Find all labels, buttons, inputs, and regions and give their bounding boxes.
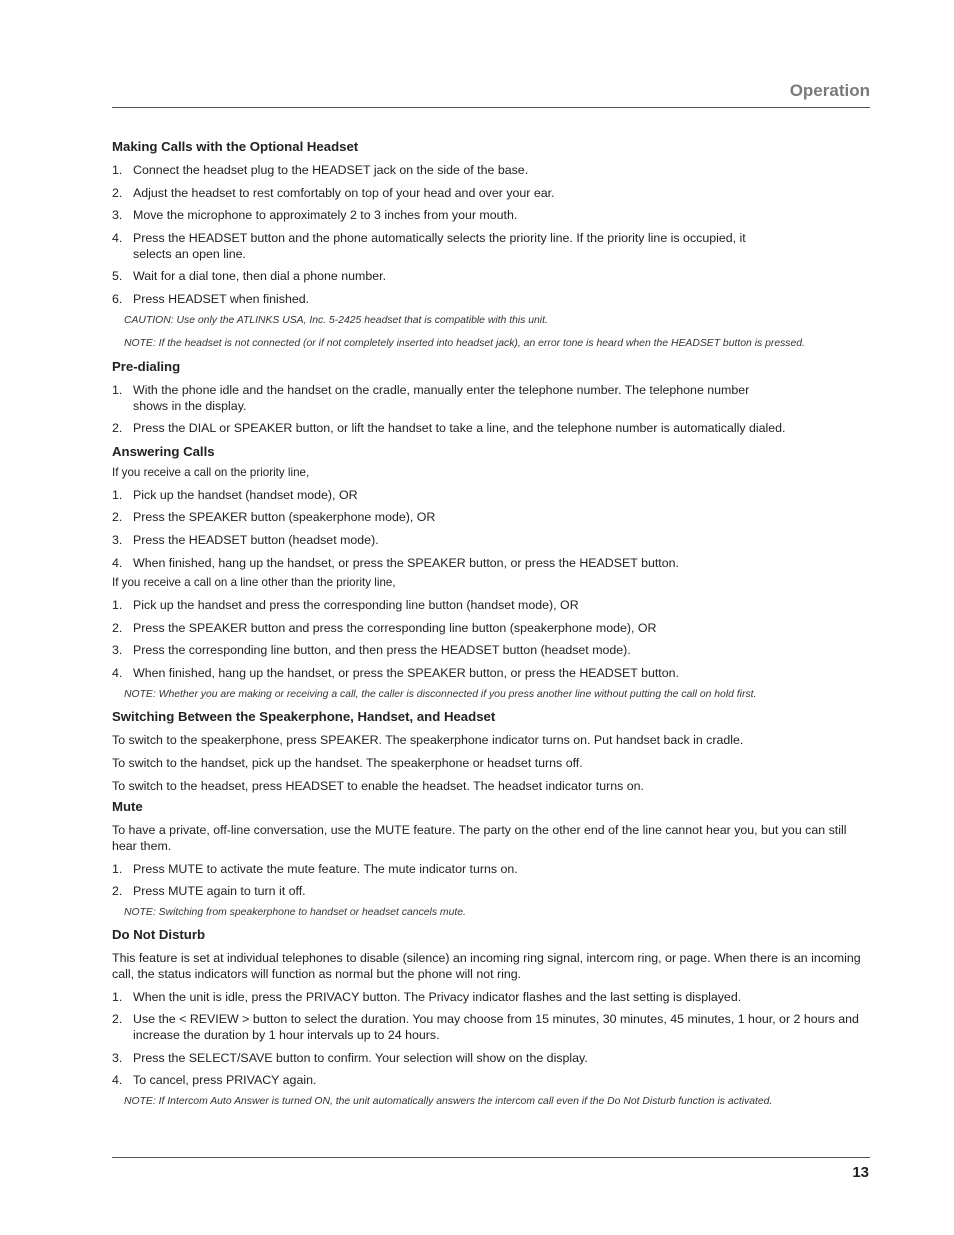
list-item xyxy=(112,291,870,307)
step-text: Use the < REVIEW > button to select the duration. You may choose from 15 minutes, 30 minutes, 45 minutes, 1 hour, or 2 hours and increase the duration by 1 hour intervals up to 24 hours. xyxy=(133,1012,859,1043)
paragraph: To switch to the handset, pick up the handset. The speakerphone or headset turns off. xyxy=(112,755,583,770)
note-text: NOTE: If the headset is not connected (or if not completely inserted into headset jack), an error tone is heard when the HEADSET button is pressed. xyxy=(124,337,805,349)
step-text: When finished, hang up the handset, or press the SPEAKER button, or press the HEADSET button. xyxy=(133,665,679,680)
caution-text: CAUTION: Use only the ATLINKS USA, Inc. 5-2425 headset that is compatible with this unit. xyxy=(124,314,548,326)
paragraph: To have a private, off-line conversation, use the MUTE feature. The party on the other end of the line cannot hear you, but you can still hear them. xyxy=(112,822,847,853)
step-text: Adjust the headset to rest comfortably on top of your head and over your ear. xyxy=(133,185,555,200)
intro-other-line: If you receive a call on a line other than the priority line, xyxy=(112,576,396,590)
steps-list-headset xyxy=(112,162,870,307)
step-number: 1. xyxy=(112,989,123,1004)
step-number: 4. xyxy=(112,1073,123,1088)
list-item xyxy=(112,642,870,658)
step-text: When finished, hang up the handset, or press the SPEAKER button, or press the HEADSET button. xyxy=(133,555,679,570)
step-number: 2. xyxy=(112,1012,123,1027)
step-number: 1. xyxy=(112,382,123,397)
step-text: Connect the headset plug to the HEADSET jack on the side of the base. xyxy=(133,163,529,177)
list-item xyxy=(112,861,870,877)
step-text: Move the microphone to approximately 2 to 3 inches from your mouth. xyxy=(133,208,518,223)
list-item xyxy=(112,487,870,503)
step-number: 4. xyxy=(112,555,123,570)
step-number: 1. xyxy=(112,861,123,876)
section-heading-predialing: Pre-dialing xyxy=(112,358,181,374)
list-item xyxy=(112,382,870,414)
step-number: 6. xyxy=(112,291,123,306)
step-number: 3. xyxy=(112,532,123,547)
list-item xyxy=(112,420,870,436)
list-item xyxy=(112,1072,870,1088)
step-number: 1. xyxy=(112,163,123,177)
step-text: Press MUTE again to turn it off. xyxy=(133,884,306,899)
step-text: Press the corresponding line button, and then press the HEADSET button (headset mode). xyxy=(133,643,631,658)
list-item xyxy=(112,620,870,636)
page-content xyxy=(112,138,870,1109)
list-item xyxy=(112,555,870,571)
step-text: Wait for a dial tone, then dial a phone number. xyxy=(133,269,387,284)
step-number: 2. xyxy=(112,421,123,436)
list-item xyxy=(112,230,870,262)
list-item xyxy=(112,509,870,525)
section-heading-do-not-disturb: Do Not Disturb xyxy=(112,926,206,942)
step-number: 1. xyxy=(112,598,123,613)
list-item xyxy=(112,185,870,201)
step-text: Pick up the handset and press the corresponding line button (handset mode), OR xyxy=(133,598,579,613)
step-text: Press the DIAL or SPEAKER button, or lift the handset to take a line, and the telephone number is automatically dialed. xyxy=(133,421,786,436)
section-heading-mute: Mute xyxy=(112,798,143,814)
step-number: 2. xyxy=(112,185,123,200)
list-item xyxy=(112,883,870,899)
step-number: 1. xyxy=(112,487,123,502)
step-number: 5. xyxy=(112,269,123,284)
intro-priority-line: If you receive a call on the priority line, xyxy=(112,465,310,479)
step-number: 3. xyxy=(112,1050,123,1065)
list-item xyxy=(112,1011,870,1043)
paragraph: To switch to the speakerphone, press SPEAKER. The speakerphone indicator turns on. Put handset back in cradle. xyxy=(112,732,744,747)
step-number: 2. xyxy=(112,620,123,635)
list-item xyxy=(112,268,870,284)
steps-list-other-line xyxy=(112,597,870,681)
steps-list-priority xyxy=(112,487,870,571)
steps-list-mute xyxy=(112,861,870,900)
list-item xyxy=(112,532,870,548)
header-divider xyxy=(112,107,870,108)
note-text: NOTE: If Intercom Auto Answer is turned ON, the unit automatically answers the intercom call even if the Do Not Disturb function is activated. xyxy=(124,1096,773,1108)
step-text: Press HEADSET when finished. xyxy=(133,291,310,306)
note-text: NOTE: Switching from speakerphone to handset or headset cancels mute. xyxy=(124,906,466,918)
step-number: 2. xyxy=(112,884,123,899)
section-heading-switching: Switching Between the Speakerphone, Handset, and Headset xyxy=(112,708,496,724)
step-text: Press the HEADSET button (headset mode). xyxy=(133,532,379,547)
paragraph: This feature is set at individual telephones to disable (silence) an incoming ring signal, intercom ring, or page. When there is an incoming call, the status indicators will function as normal but the phone will not ring. xyxy=(112,950,861,981)
list-item xyxy=(112,207,870,223)
note-text: NOTE: Whether you are making or receiving a call, the caller is disconnected if you press another line without putting the call on hold first. xyxy=(124,688,757,700)
step-number: 3. xyxy=(112,208,123,223)
step-text: Press the SELECT/SAVE button to confirm. Your selection will show on the display. xyxy=(133,1050,588,1065)
paragraph: To switch to the headset, press HEADSET to enable the headset. The headset indicator turns on. xyxy=(112,778,644,793)
step-text: Press MUTE to activate the mute feature. The mute indicator turns on. xyxy=(133,861,518,876)
step-text: Pick up the handset (handset mode), OR xyxy=(133,487,358,502)
step-number: 2. xyxy=(112,510,123,525)
steps-list-predialing xyxy=(112,382,870,437)
footer-divider xyxy=(112,1157,870,1158)
step-text: With the phone idle and the handset on the cradle, manually enter the telephone number. The telephone number shows in the display. xyxy=(133,382,750,413)
steps-list-do-not-disturb xyxy=(112,989,870,1089)
list-item xyxy=(112,1050,870,1066)
list-item xyxy=(112,989,870,1005)
step-number: 4. xyxy=(112,665,123,680)
list-item xyxy=(112,665,870,681)
step-text: When the unit is idle, press the PRIVACY button. The Privacy indicator flashes and the last setting is displayed. xyxy=(133,989,742,1004)
section-heading-answering: Answering Calls xyxy=(112,443,215,459)
section-heading-headset: Making Calls with the Optional Headset xyxy=(112,139,359,154)
step-number: 4. xyxy=(112,230,123,245)
step-text: Press the SPEAKER button (speakerphone mode), OR xyxy=(133,510,436,525)
step-text: Press the HEADSET button and the phone automatically selects the priority line. If the priority line is occupied, it selects an open line. xyxy=(133,230,746,261)
step-text: To cancel, press PRIVACY again. xyxy=(133,1073,317,1088)
page-header-title: Operation xyxy=(789,81,870,100)
list-item xyxy=(112,162,870,178)
step-number: 3. xyxy=(112,643,123,658)
list-item xyxy=(112,597,870,613)
page-number: 13 xyxy=(852,1164,869,1181)
step-text: Press the SPEAKER button and press the corresponding line button (speakerphone mode), OR xyxy=(133,620,657,635)
